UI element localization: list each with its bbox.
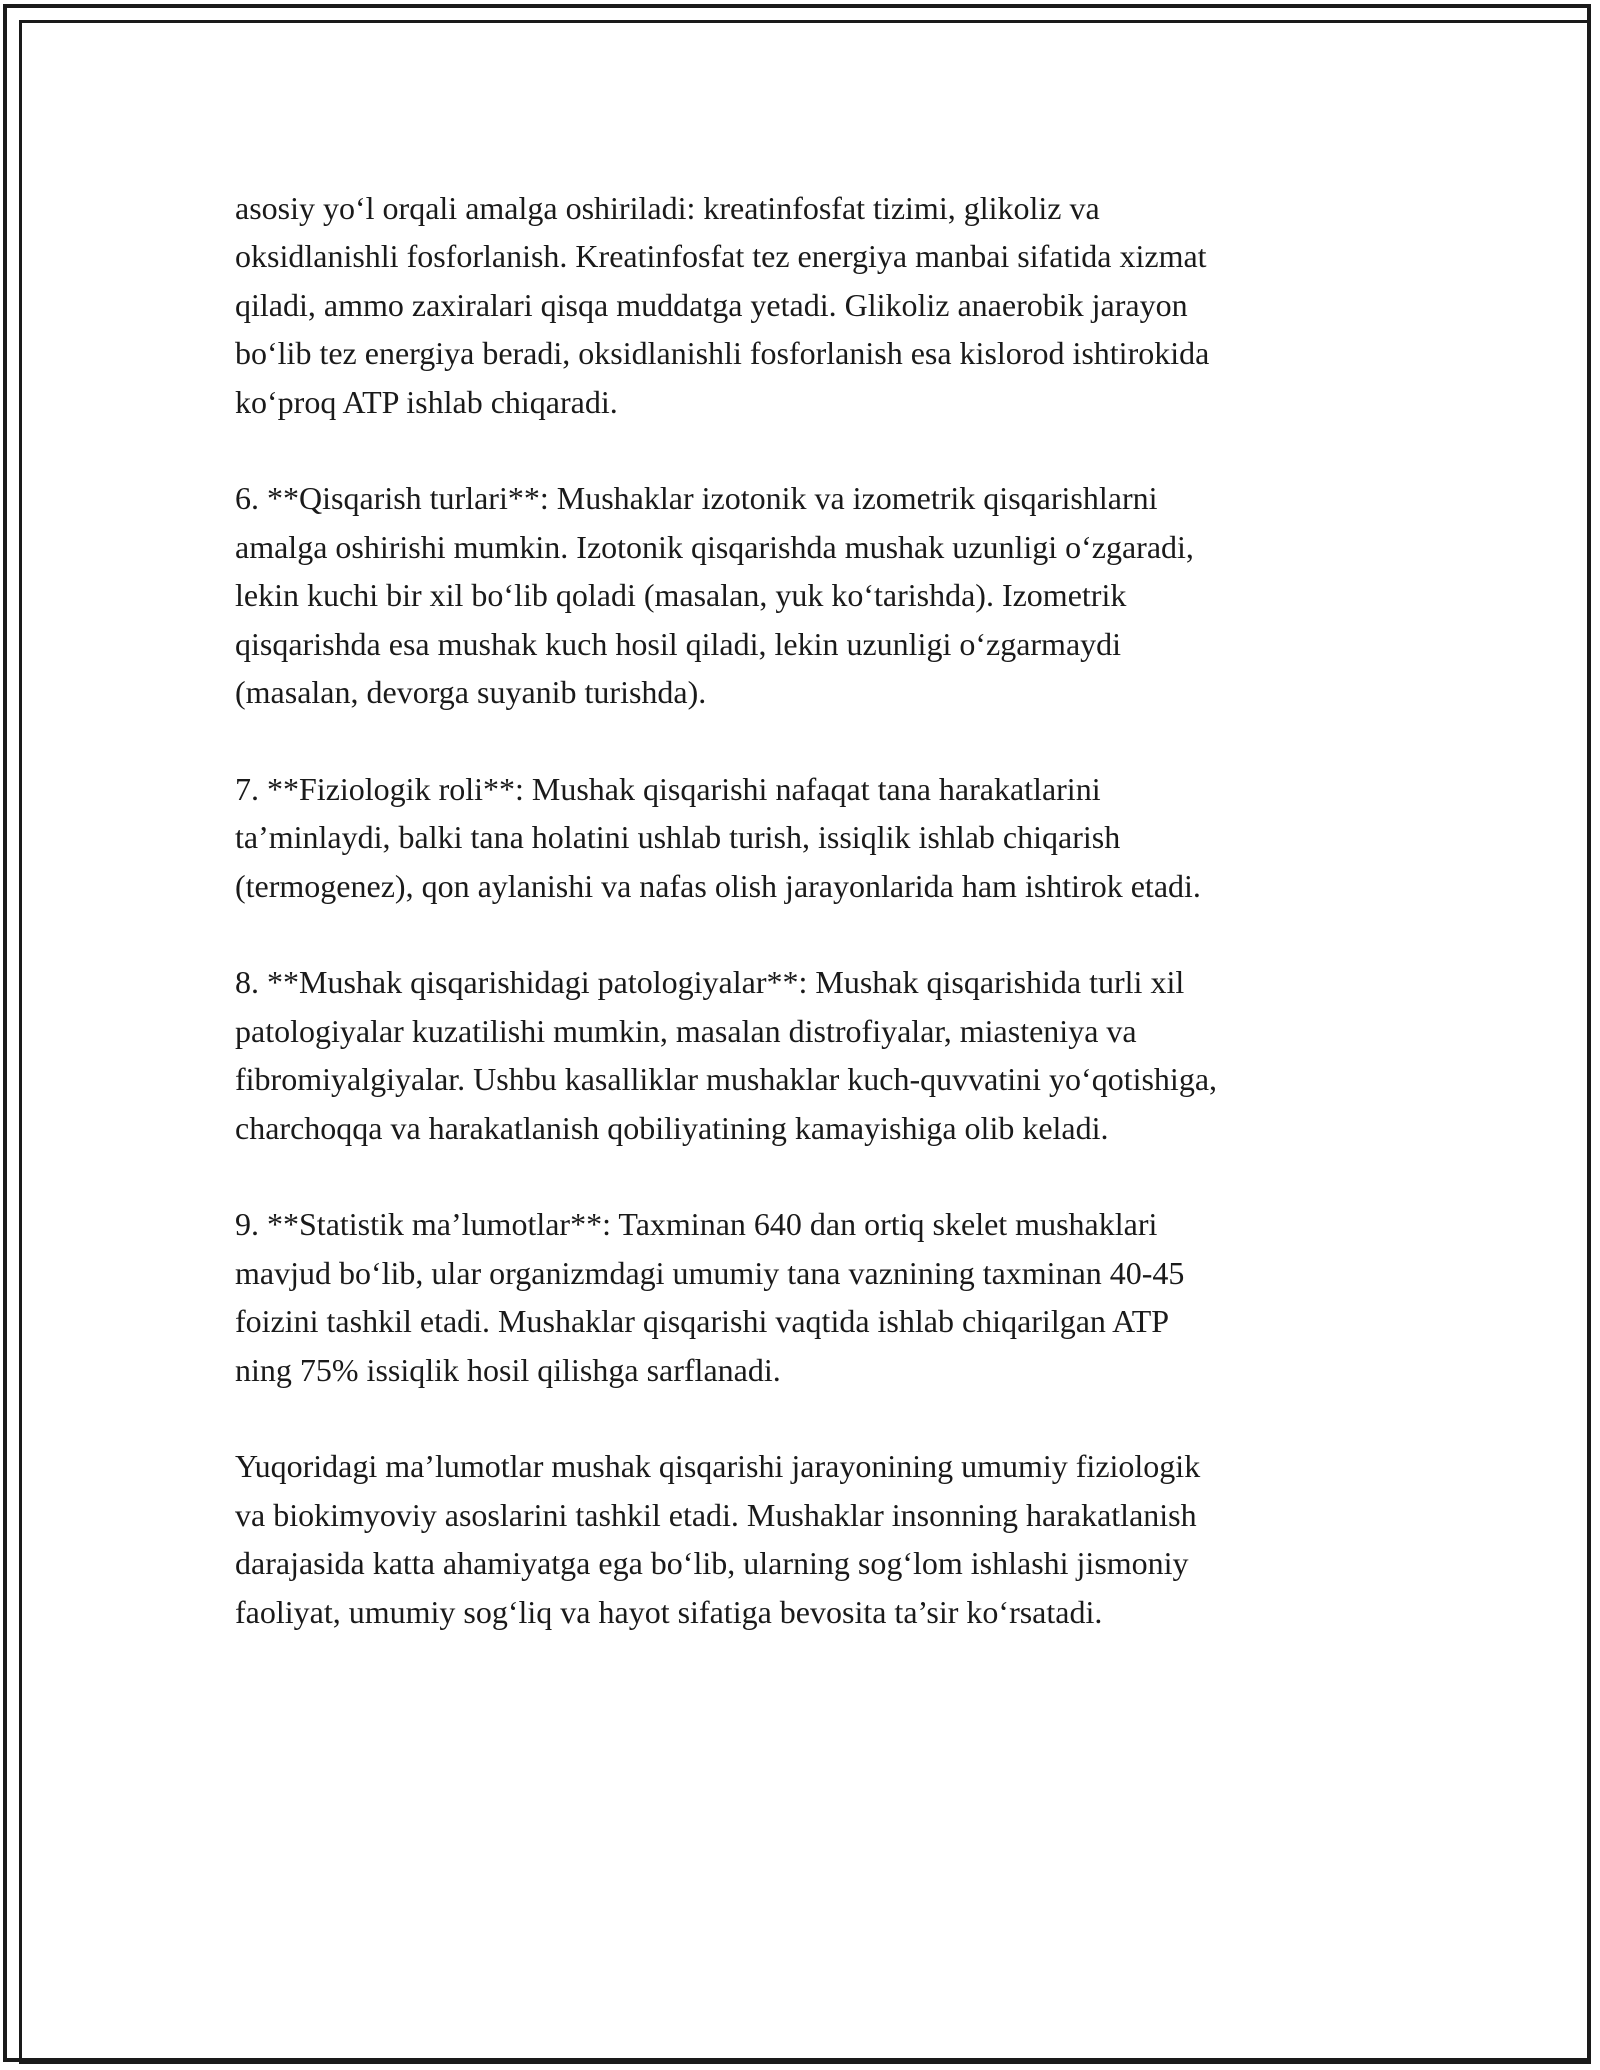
paragraph-conclusion: Yuqoridagi ma’lumotlar mushak qisqarishi jarayonining umumiy fiziologik va biokimyoviy asoslarini tashkil etadi. Mushaklar insonning harakatlanish darajasida katta ahamiyatga ega bo‘lib, ularning sog‘lom ishlashi jismoniy faoliyat, umumiy sog‘liq va hayot sifatiga bevosita ta’sir ko‘rsatadi.	[235, 1448, 1201, 1630]
document-body	[235, 184, 1375, 1636]
paragraph-statistics: 9. **Statistik ma’lumotlar**: Taxminan 640 dan ortiq skelet mushaklari mavjud bo‘lib, ular organizmdagi umumiy tana vaznining taxminan 40-45 foizini tashkil etadi. Mushaklar qisqarishi vaqtida ishlab chiqarilgan ATP ning 75% issiqlik hosil qilishga sarflanadi.	[235, 1206, 1185, 1388]
paragraph-pathologies: 8. **Mushak qisqarishidagi patologiyalar**: Mushak qisqarishida turli xil patologiyalar kuzatilishi mumkin, masalan distrofiyalar, miasteniya va fibromiyalgiyalar. Ushbu kasalliklar mushaklar kuch-quvvatini yo‘qotishiga, charchoqqa va harakatlanish qobiliyatining kamayishiga olib keladi.	[235, 964, 1218, 1146]
paragraph-energy-pathways: asosiy yo‘l orqali amalga oshiriladi: kreatinfosfat tizimi, glikoliz va oksidlanishli fosforlanish. Kreatinfosfat tez energiya manbai sifatida xizmat qiladi, ammo zaxiralari qisqa muddatga yetadi. Glikoliz anaerobik jarayon bo‘lib tez energiya beradi, oksidlanishli fosforlanish esa kislorod ishtirokida ko‘proq ATP ishlab chiqaradi.	[235, 190, 1210, 420]
paragraph-contraction-types: 6. **Qisqarish turlari**: Mushaklar izotonik va izometrik qisqarishlarni amalga oshirishi mumkin. Izotonik qisqarishda mushak uzunligi o‘zgaradi, lekin kuchi bir xil bo‘lib qoladi (masalan, yuk ko‘tarishda). Izometrik qisqarishda esa mushak kuch hosil qiladi, lekin uzunligi o‘zgarmaydi (masalan, devorga suyanib turishda).	[235, 480, 1194, 711]
paragraph-physiological-role: 7. **Fiziologik roli**: Mushak qisqarishi nafaqat tana harakatlarini ta’minlaydi, balki tana holatini ushlab turish, issiqlik ishlab chiqarish (termogenez), qon aylanishi va nafas olish jarayonlarida ham ishtirok etadi.	[235, 770, 1201, 904]
